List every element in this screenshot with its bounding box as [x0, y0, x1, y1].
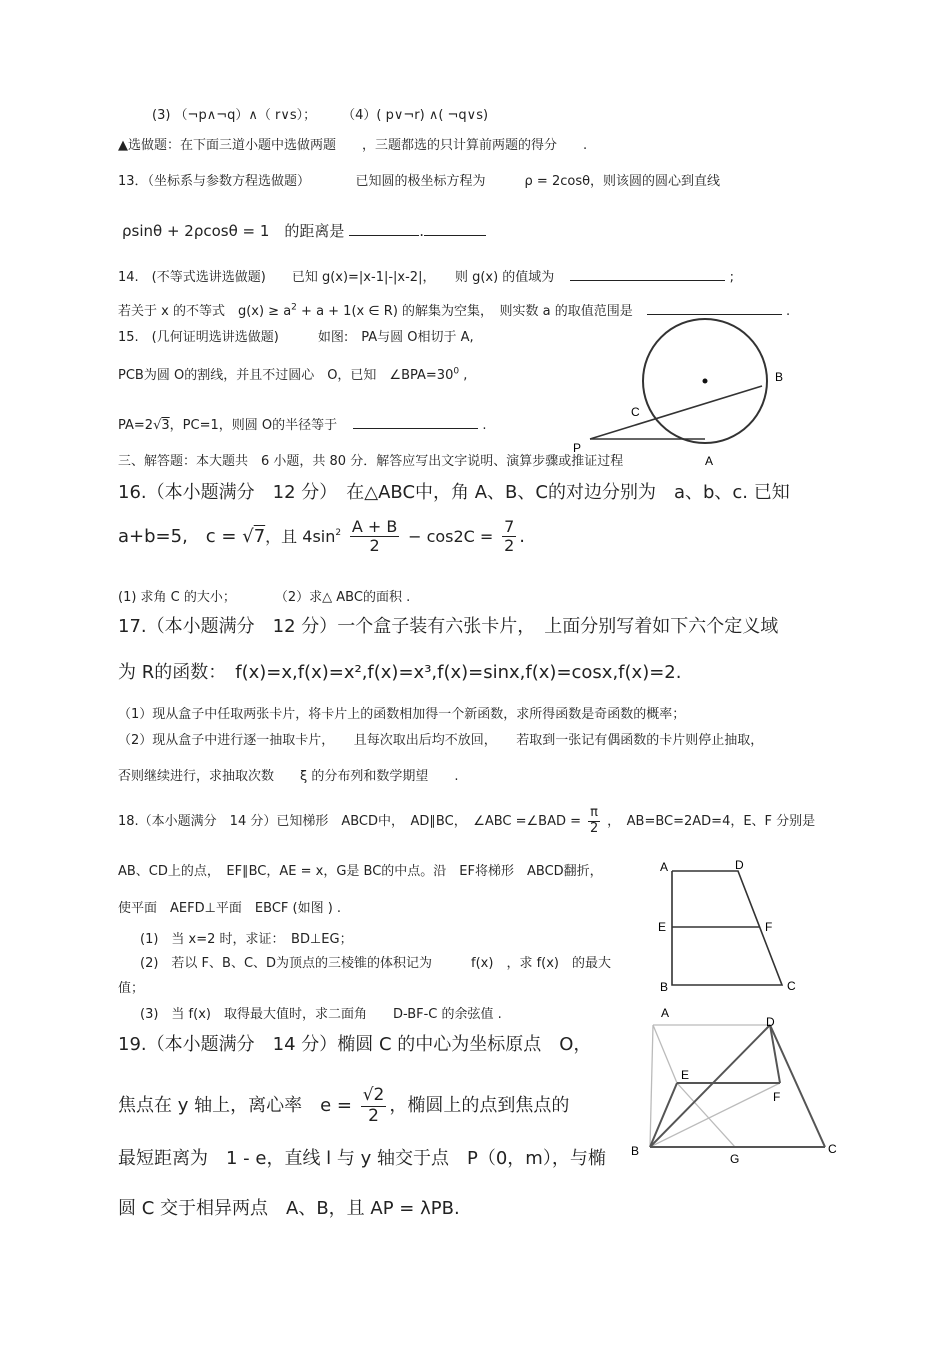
q18-frac-num: π — [590, 805, 598, 820]
q16-root: 7 — [253, 525, 266, 547]
q17-part2: （2）现从盒子中进行逐一抽取卡片， 且每次取出后均不放回， 若取到一张记有偶函数的卡片则停止抽取， — [118, 733, 764, 748]
q19-text: 焦点在 y 轴上，离心率 e = — [118, 1095, 352, 1117]
q17-part2-cont: 否则继续进行，求抽取次数 ξ 的分布列和数学期望 . — [118, 769, 459, 784]
q16-text: a+b=5, c = — [118, 525, 237, 547]
q16-text3: − cos2C = — [408, 526, 494, 546]
q18-line1 — [118, 806, 815, 837]
q15-blank[interactable] — [353, 428, 478, 429]
q15-text2: ，PC=1，则圆 O的半径等于 — [169, 418, 338, 433]
q18-line2: AB、CD上的点， EF∥BC，AE = x，G是 BC的中点。沿 EF将梯形 ABCD翻折， — [118, 864, 603, 879]
q14-line1: 14. (不等式选讲选做题) 已知 g(x)=|x-1|-|x-2|， 则 g(x) 的值域为 ; — [118, 270, 734, 285]
q16-frac-num2: 7 — [504, 517, 515, 536]
sqrt-icon: √ — [153, 418, 162, 433]
q17-line2: 为 R的函数： f(x)=x,f(x)=x²,f(x)=x³,f(x)=sinx,f(x)=cosx,f(x)=2. — [118, 662, 682, 683]
q19-line2 — [118, 1086, 569, 1126]
trap-label-a: A — [660, 860, 669, 874]
q18-frac-den: 2 — [589, 820, 599, 836]
q17-line1: 17.（本小题满分 12 分）一个盒子装有六张卡片， 上面分别写着如下六个定义域 — [118, 616, 779, 637]
q18-part3: (3) 当 f(x) 取得最大值时，求二面角 D-BF-C 的余弦值 . — [140, 1007, 502, 1022]
folded-trapezoid-figure — [625, 1005, 840, 1170]
q14-text2: 若关于 x 的不等式 g(x) ≥ a — [118, 304, 292, 319]
q19-line1: 19.（本小题满分 14 分）椭圆 C 的中心为坐标原点 O， — [118, 1034, 592, 1055]
q18-part2: (2) 若以 F、B、C、D为顶点的三棱锥的体积记为 f(x) ，求 f(x) 的最大 — [140, 956, 611, 971]
q13-line2: ρsinθ + 2ρcosθ = 1 的距离是 . — [122, 220, 486, 241]
q18-text: 18.（本小题满分 14 分）已知梯形 ABCD中， AD∥BC， ∠ABC =∠BAD = — [118, 813, 582, 829]
trap-label-e: E — [658, 920, 667, 934]
trap-label-f: F — [765, 920, 773, 934]
q15-text: PCB为圆 O的割线，并且不过圆心 O，已知 ∠BPA=30 — [118, 368, 454, 383]
secant-pcb — [590, 386, 762, 439]
q14-blank2[interactable] — [647, 314, 782, 315]
q16-frac-den2: 2 — [504, 536, 515, 556]
q13-text: ρsinθ + 2ρcosθ = 1 的距离是 — [122, 222, 345, 240]
fold-line-db — [650, 1025, 770, 1147]
fold-label-a: A — [661, 1006, 670, 1020]
q16-frac-den: 2 — [369, 536, 380, 556]
elective-instruction: ▲选做题：在下面三道小题中选做两题 ，三题都选的只计算前两题的得分 . — [118, 138, 588, 153]
q14-blank1[interactable] — [570, 280, 725, 281]
fold-line-eb — [650, 1083, 677, 1147]
q18-part2-cont: 值； — [118, 981, 145, 996]
q15-line3: PA=2√3，PC=1，则圆 O的半径等于 . — [118, 418, 487, 433]
circle-tangent-figure — [560, 318, 810, 468]
label-a: A — [705, 454, 714, 468]
center-dot — [703, 379, 708, 384]
q15-root: 3 — [161, 418, 170, 433]
q19-text2: ，椭圆上的点到焦点的 — [389, 1095, 570, 1117]
q15-pa: PA=2 — [118, 418, 154, 433]
label-b: B — [775, 370, 784, 384]
q16-frac-num: A + B — [351, 517, 398, 536]
q16-subquestions: (1) 求角 C 的大小； （2）求△ ABC的面积 . — [118, 590, 411, 605]
fold-label-d: D — [766, 1015, 775, 1029]
q14-text: 14. (不等式选讲选做题) 已知 g(x)=|x-1|-|x-2|， 则 g(x) 的值域为 — [118, 270, 555, 285]
q13-line1: 13．（坐标系与参数方程选做题） 已知圆的极坐标方程为 ρ = 2cosθ，则该圆的圆心到直线 — [118, 174, 721, 189]
fold-label-g: G — [730, 1152, 740, 1166]
q14-text3: + a + 1(x ∈ R) 的解集为空集， 则实数 a 的取值范围是 — [296, 304, 633, 319]
q18-text2: ， AB=BC=2AD=4，E、F 分别是 — [607, 813, 816, 829]
q16-text2: ，且 4sin — [265, 526, 336, 546]
q19-line4: 圆 C 交于相异两点 A、B，且 AP = λPB. — [118, 1198, 460, 1219]
q18-part1: (1) 当 x=2 时，求证： BD⊥EG； — [140, 932, 353, 947]
q19-line3: 最短距离为 1 - e，直线 l 与 y 轴交于点 P（0，m），与椭 — [118, 1148, 606, 1169]
fold-label-f: F — [773, 1090, 781, 1104]
trapezoid-figure — [650, 855, 810, 1000]
q19-frac-den: 2 — [368, 1105, 379, 1126]
q18-line3: 使平面 AEFD⊥平面 EBCF (如图 ) . — [118, 901, 342, 916]
trap-label-b: B — [660, 980, 669, 994]
fold-label-b: B — [631, 1144, 640, 1158]
trap-label-c: C — [787, 979, 796, 993]
q16-line2: a+b=5, c = √7，且 $4\sin^2$ $\frac{A + B}{2}$ − cos2C = $\frac{7}{2}$ . — [118, 517, 525, 556]
q15-line2: PCB为圆 O的割线，并且不过圆心 O，已知 $\angle BPA=30^0$ , — [118, 366, 468, 383]
fold-line-ab — [650, 1025, 653, 1147]
fold-line-bf — [650, 1083, 780, 1147]
trap-label-d: D — [735, 858, 744, 872]
label-c: C — [631, 405, 640, 419]
fold-line-dc — [770, 1025, 825, 1147]
q13-blank[interactable] — [349, 235, 419, 236]
q13-blank-tail — [424, 235, 486, 236]
section-three-heading: 三、解答题：本大题共 6 小题，共 80 分．解答应写出文字说明、演算步骤或推证过程 — [118, 454, 624, 469]
fold-label-c: C — [828, 1142, 837, 1156]
label-p: P — [573, 441, 582, 455]
q14-line2: 若关于 x 的不等式 $g(x) \ge a^2 + a + 1(x$ ∈ R) 的解集为空集， 则实数 a 的取值范围是 . — [118, 302, 791, 319]
q19-frac-num: √2 — [362, 1085, 385, 1105]
fold-label-e: E — [681, 1068, 690, 1082]
sqrt-icon: √ — [242, 525, 254, 547]
fold-line-eg — [677, 1083, 735, 1147]
option-line: (3) （¬p∧¬q）∧（ r∨s）； （4）( p∨¬r) ∧( ¬q∨s) — [152, 108, 489, 123]
q16-line1: 16.（本小题满分 12 分） 在△ABC中，角 A、B、C的对边分别为 a、b、c. 已知 — [118, 482, 790, 503]
fold-line-ae — [653, 1025, 677, 1083]
q17-part1: （1）现从盒子中任取两张卡片，将卡片上的函数相加得一个新函数，求所得函数是奇函数的概率； — [118, 707, 686, 722]
q15-line1: 15. (几何证明选讲选做题) 如图: PA与圆 O相切于 A, — [118, 330, 474, 345]
